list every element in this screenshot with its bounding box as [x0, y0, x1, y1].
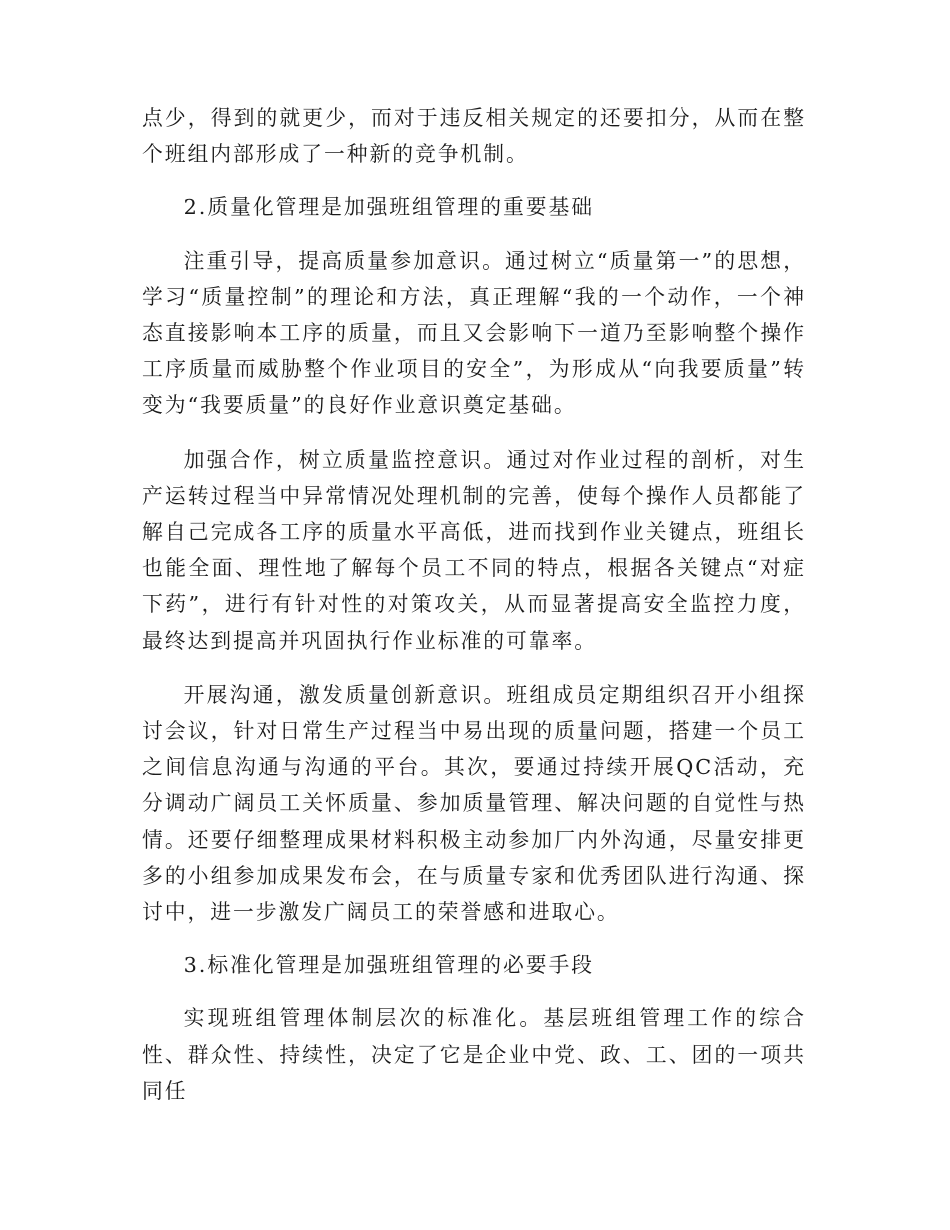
- paragraph-competition-mechanism: 点少，得到的就更少，而对于违反相关规定的还要扣分，从而在整个班组内部形成了一种新的竞争机制。: [142, 106, 806, 167]
- paragraph-standardization: 实现班组管理体制层次的标准化。基层班组管理工作的综合性、群众性、持续性，决定了它是企业中党、政、工、团的一项共同任: [142, 1006, 806, 1103]
- section-heading-standardization: 3.标准化管理是加强班组管理的必要手段: [183, 953, 595, 978]
- paragraph-quality-monitoring: 加强合作，树立质量监控意识。通过对作业过程的剖析，对生产运转过程当中异常情况处理机制的完善，使每个操作人员都能了解自己完成各工序的质量水平高低，进而找到作业关键点，班组长也能全面、理性地了解每个员工不同的特点，根据各关键点“对症下药”，进行有针对性的对策攻关，从而显著提高安全监控力度，最终达到提高并巩固执行作业标准的可靠率。: [142, 447, 806, 653]
- document-body: [142, 100, 806, 1109]
- paragraph-quality-awareness: 注重引导，提高质量参加意识。通过树立“质量第一”的思想，学习“质量控制”的理论和方法，真正理解“我的一个动作，一个神态直接影响本工序的质量，而且又会影响下一道乃至影响整个操作工序质量而威胁整个作业项目的安全”，为形成从“向我要质量”转变为“我要质量”的良好作业意识奠定基础。: [142, 248, 806, 418]
- section-heading-quality-management: 2.质量化管理是加强班组管理的重要基础: [183, 195, 595, 220]
- paragraph-quality-innovation: 开展沟通，激发质量创新意识。班组成员定期组织召开小组探讨会议，针对日常生产过程当中易出现的质量问题，搭建一个员工之间信息沟通与沟通的平台。其次，要通过持续开展QC活动，充分调动广阔员工关怀质量、参加质量管理、解决问题的自觉性与热情。还要仔细整理成果材料积极主动参加厂内外沟通，尽量安排更多的小组参加成果发布会，在与质量专家和优秀团队进行沟通、探讨中，进一步激发广阔员工的荣誉感和进取心。: [142, 682, 806, 925]
